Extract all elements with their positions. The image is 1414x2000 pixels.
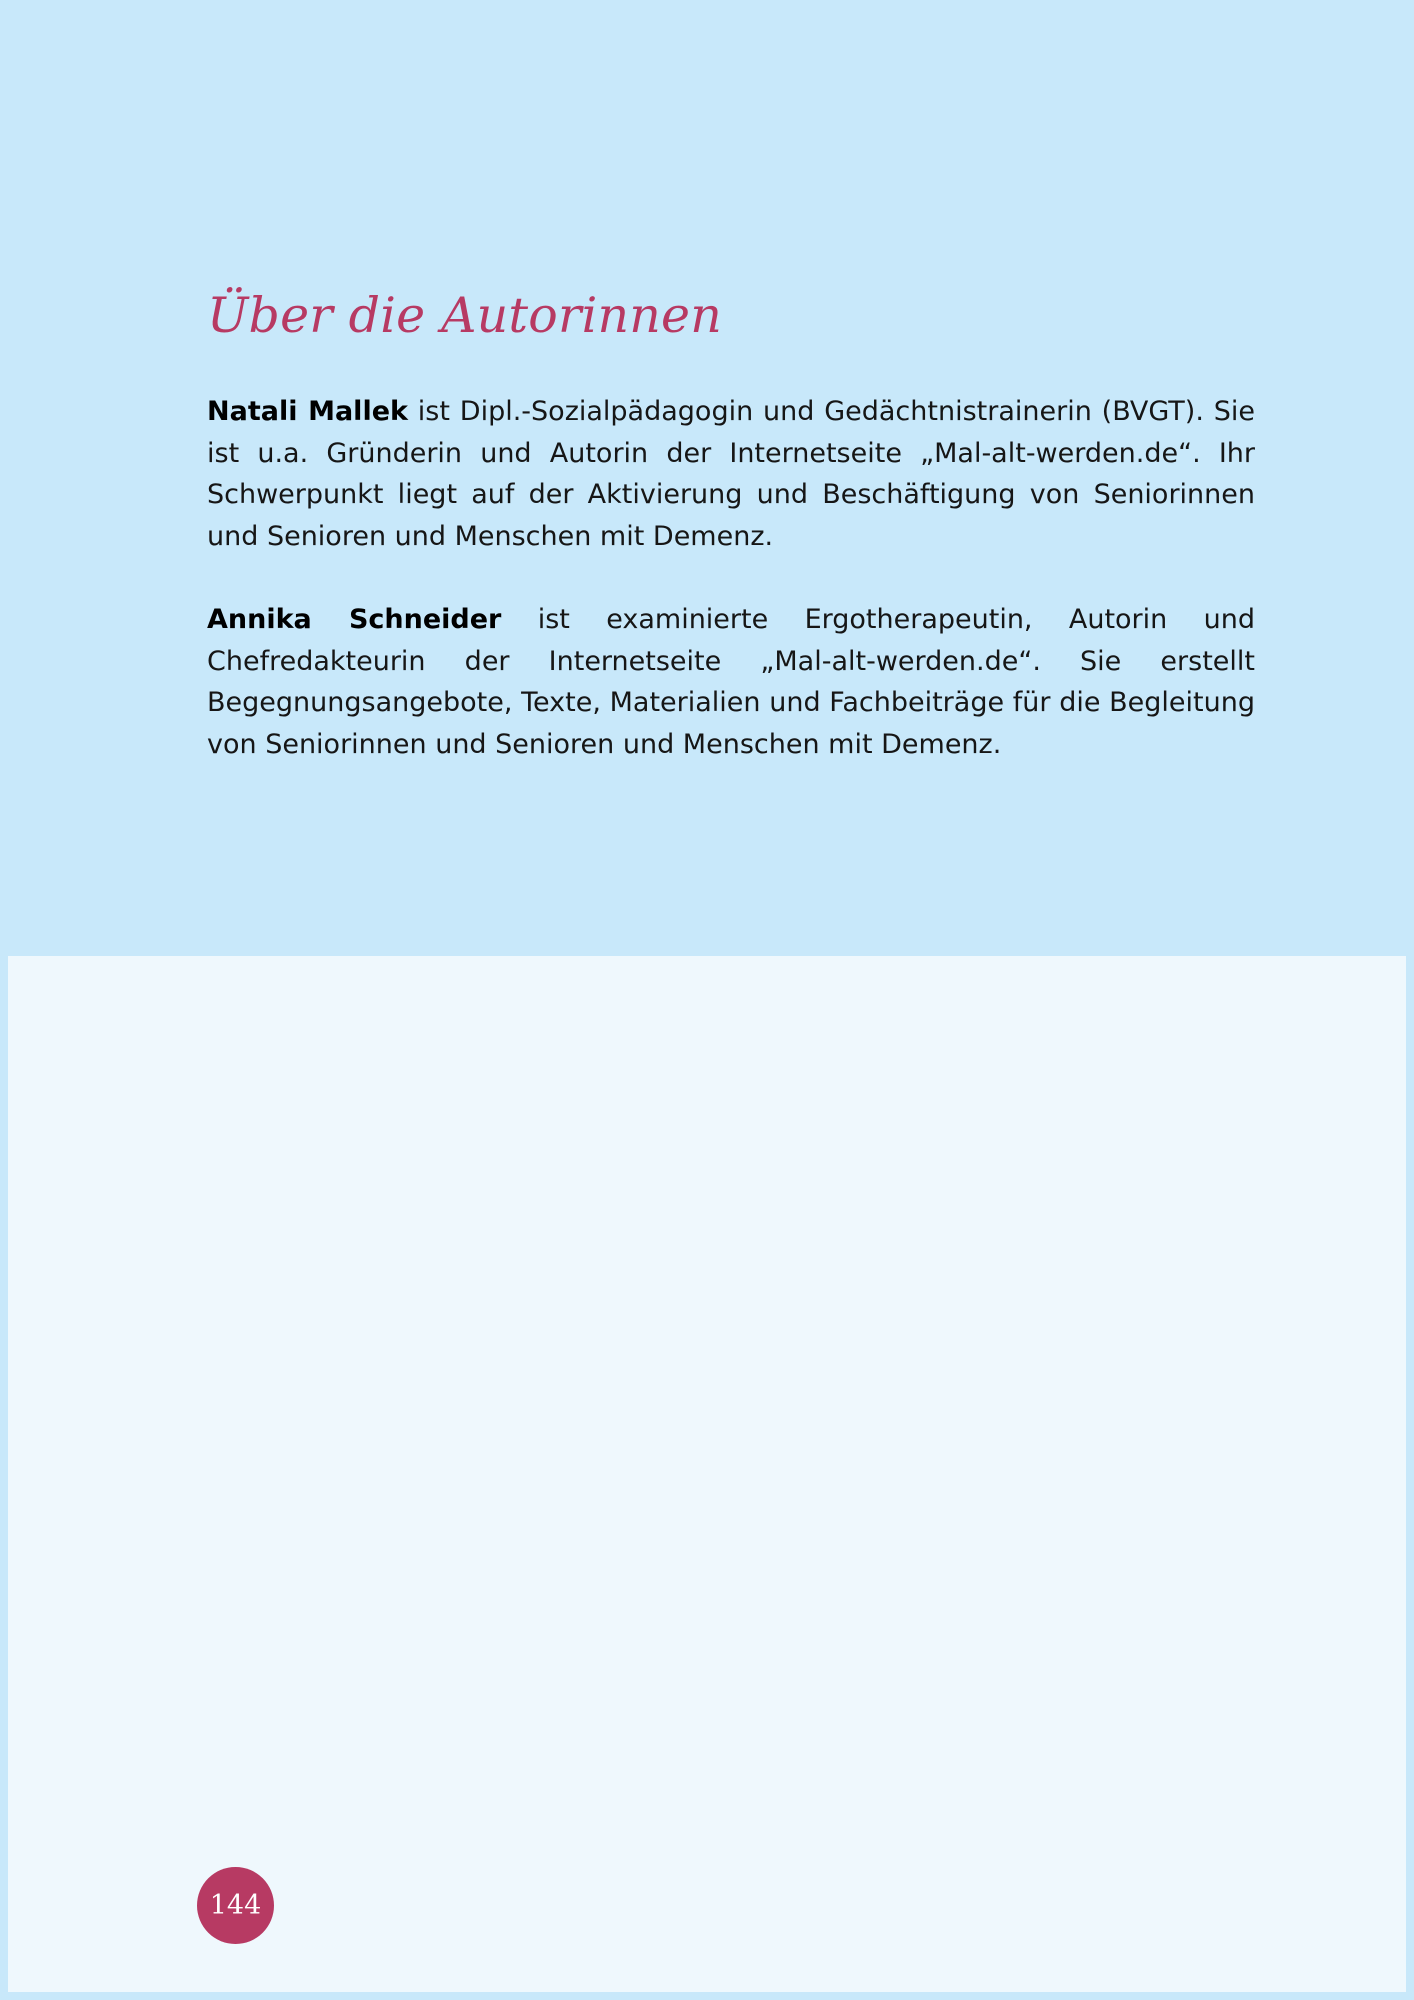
lower-panel — [8, 956, 1406, 1992]
author-bio-annika-schneider — [207, 599, 1255, 765]
author-name: Annika Schneider — [207, 604, 502, 635]
about-authors-section — [207, 285, 1255, 807]
page-title: Über die Autorinnen — [207, 287, 722, 344]
page-number-badge — [197, 1867, 274, 1944]
author-bio-natali-mallek — [207, 391, 1255, 557]
author-description: ist Dipl.-Sozialpädagogin und Gedächtnistrainerin (BVGT). Sie ist u.a. Gründerin und Autorin der Internetseite „Mal-alt-werden.de“. Ihr Schwerpunkt liegt auf der Aktivierung und Beschäftigung von Seniorinnen und Senioren und Menschen mit Demenz. — [207, 396, 1255, 552]
author-description: ist examinierte Ergotherapeutin, Autorin und Chefredakteurin der Internetseite „Mal-alt-werden.de“. Sie erstellt Begegnungsangebote, Texte, Materialien und Fachbeiträge für die Begleitung von Seniorinnen und Senioren und Menschen mit Demenz. — [207, 604, 1255, 760]
author-name: Natali Mallek — [207, 396, 408, 427]
page-number: 144 — [209, 1890, 262, 1921]
